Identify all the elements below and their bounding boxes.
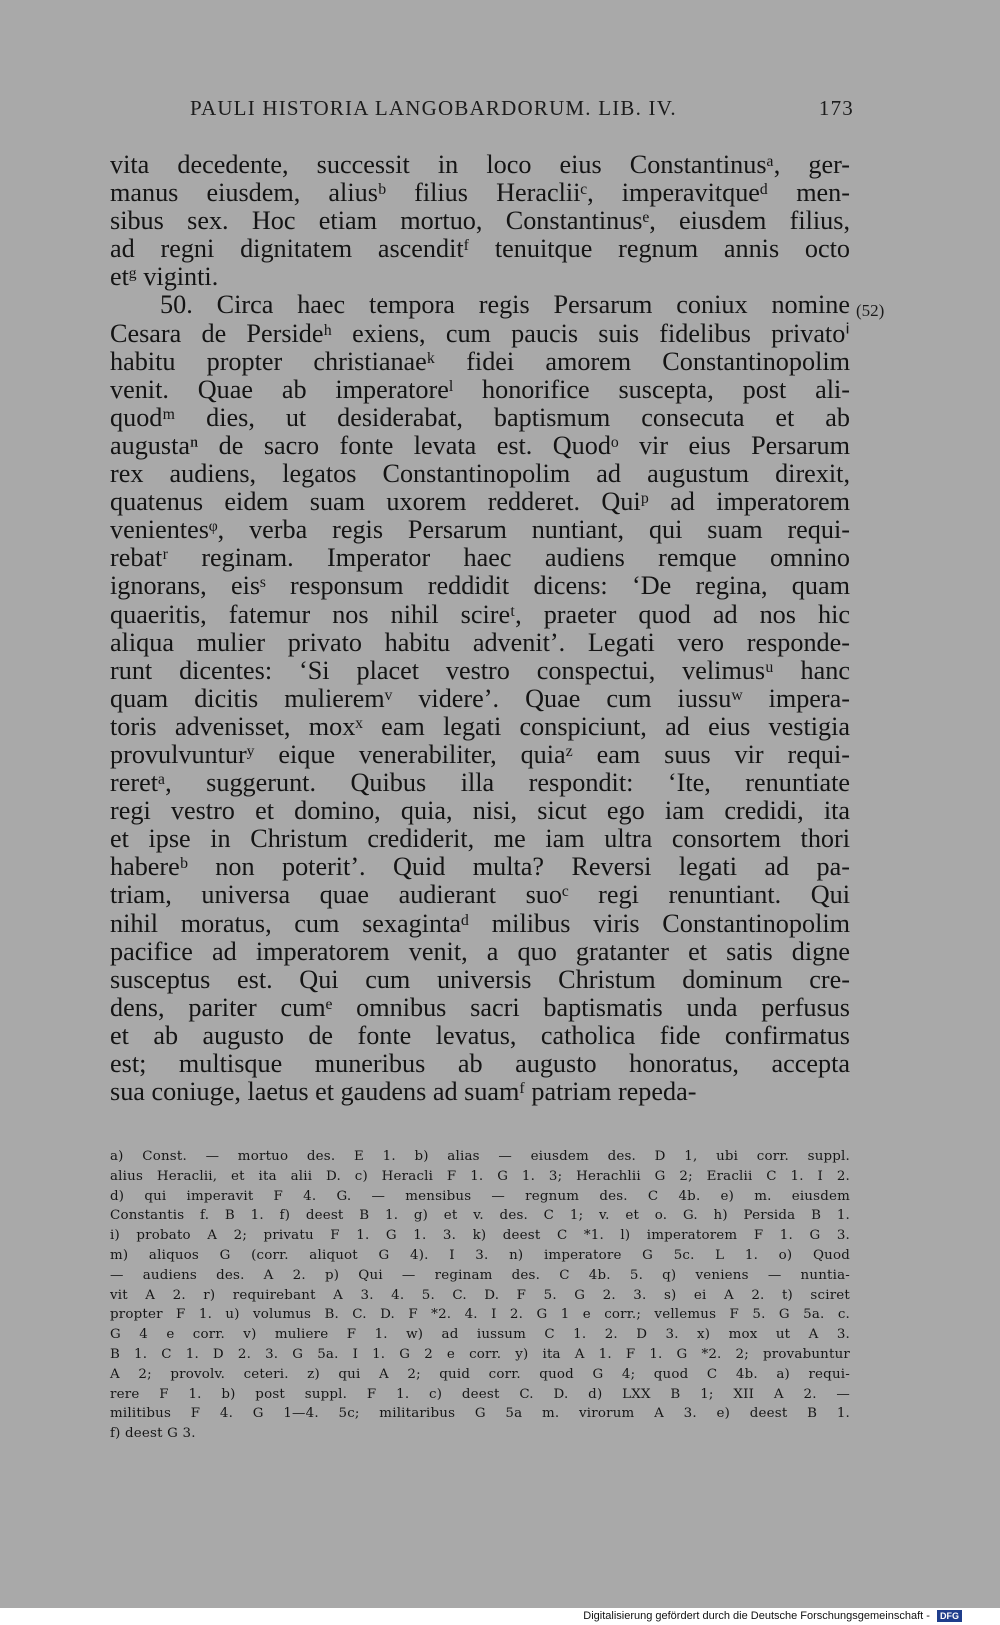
text-line: sua coniuge, laetus et gaudens ad suamᶠ patriam repeda- [110,1077,697,1107]
footnote-line: vit A 2. r) requirebant A 3. 4. 5. C. D. F 5. G 2. 3. s) ei A 2. t) sciret [110,1287,850,1303]
text-line: provulvunturʸ eique venerabiliter, quiaᶻ eam suus vir requi- [110,739,850,769]
text-line: venit. Quae ab imperatoreˡ honorifice suscepta, post ali- [110,374,850,404]
footnote-line: alius Heraclii, et ita alii D. c) Heracli F 1. G 1. 3; Herachlii G 2; Eraclii C 1. I 2. [110,1168,850,1184]
main-text [110,151,850,1106]
text-line: et ipse in Christum crediderit, me iam ultra consortem thori [110,824,850,854]
footnote-line: G 4 e corr. v) muliere F 1. w) ad iussum C 1. 2. D 3. x) mox ut A 3. [110,1327,850,1343]
text-line: habereᵇ non poterit’. Quid multa? Reversi legati ad pa- [110,852,850,882]
text-line: venientesᵠ, verba regis Persarum nuntiant, qui suam requi- [110,515,850,545]
footnote-line: f) deest G 3. [110,1426,196,1442]
text-line: dens, pariter cumᵉ omnibus sacri baptismatis unda perfusus [110,992,850,1022]
running-title: PAULI HISTORIA LANGOBARDORUM. LIB. IV. [190,96,677,120]
text-line: habitu propter christianaeᵏ fidei amorem Constantinopolim [110,346,850,376]
footnote-line: rere F 1. b) post suppl. F 1. c) deest C. D. d) LXX B 1; XII A 2. — [110,1386,850,1402]
page-number: 173 [818,96,854,120]
text-line: est; multisque muneribus ab augusto honoratus, accepta [110,1049,850,1078]
text-line: manus eiusdem, aliusᵇ filius Heracliiᶜ, imperavitqueᵈ men- [110,178,850,208]
footnote-line: m) aliquos G (corr. aliquot G 4). I 3. n) imperatore G 5c. L 1. o) Quod [110,1247,850,1263]
text-line: etᵍ viginti. [110,262,219,292]
footnote-line: A 2; provolv. ceteri. z) qui A 2; quid corr. quod G 4; quod C 4b. a) requi- [110,1366,850,1382]
footnote-line: Constantis f. B 1. f) deest B 1. g) et v. des. C 1; v. et o. G. h) Persida B 1. [110,1208,850,1224]
text-line: runt dicentes: ‘Si placet vestro conspectui, velimusᵘ hanc [110,655,850,685]
text-line: pacifice ad imperatorem venit, a quo gratanter et satis digne [110,936,850,966]
text-line: Cesara de Persideʰ exiens, cum paucis suis fidelibus privatoⁱ [110,318,850,348]
footnote-line: — audiens des. A 2. p) Qui — reginam des. C 4b. 5. q) veniens — nuntia- [110,1267,850,1283]
text-line: nihil moratus, cum sexagintaᵈ milibus viris Constantinopolim [110,908,850,938]
text-line: regi vestro et domino, quia, nisi, sicut ego iam credidi, ita [110,796,850,826]
text-line: quam dicitis mulieremᵛ videre’. Quae cum iussuʷ impera- [110,683,850,713]
text-line: rebatʳ reginam. Imperator haec audiens remque omnino [110,543,850,573]
text-line: quodᵐ dies, ut desiderabat, baptismum consecuta et ab [110,402,850,432]
margin-chapter-number: (52) [856,301,885,320]
text-line: vita decedente, successit in loco eius Constantinusᵃ, ger- [110,150,850,179]
footnote-line: B 1. C 1. D 2. 3. G 5a. I 1. G 2 e corr. y) ita A 1. F 1. G *2. 2; provabuntur [110,1346,850,1362]
credit-text: Digitalisierung gefördert durch die Deutsche Forschungsgemeinschaft - [583,1610,930,1622]
text-line: 50. Circa haec tempora regis Persarum coniux nomine [160,290,850,320]
footnote-line: i) probato A 2; privatu F 1. G 1. 3. k) deest C *1. l) imperatorem F 1. G 3. [110,1228,850,1244]
text-line: augustaⁿ de sacro fonte levata est. Quodᵒ vir eius Persarum [110,430,850,460]
footnote-line: propter F 1. u) volumus B. C. D. F *2. 4. I 2. G 1 e corr.; vellemus F 5. G 5a. c. [110,1307,850,1323]
footnote-line: militibus F 4. G 1—4. 5c; militaribus G 5a m. virorum A 3. e) deest B 1. [110,1406,850,1422]
digitization-credit [583,1610,962,1622]
text-line: sibus sex. Hoc etiam mortuo, Constantinusᵉ, eiusdem filius, [110,206,850,236]
text-line: quatenus eidem suam uxorem redderet. Quiᵖ ad imperatorem [110,487,850,517]
text-line: ignorans, eisˢ responsum reddidit dicens: ‘De regina, quam [110,571,850,601]
text-line: rex audiens, legatos Constantinopolim ad augustum direxit, [110,459,850,489]
footnote-line: d) qui imperavit F 4. G. — mensibus — regnum des. C 4b. e) m. eiusdem [110,1188,850,1204]
text-line: reretᵃ, suggerunt. Quibus illa respondit: ‘Ite, renuntiate [110,768,850,798]
dfg-logo: DFG [937,1610,962,1622]
text-line: et ab augusto de fonte levatus, catholica fide confirmatus [110,1020,850,1050]
text-line: aliqua mulier privato habitu advenit’. Legati vero responde- [110,627,850,657]
footnote-line: a) Const. — mortuo des. E 1. b) alias — eiusdem des. D 1, ubi corr. suppl. [110,1149,850,1164]
text-line: ad regni dignitatem ascenditᶠ tenuitque regnum annis octo [110,234,850,264]
text-line: susceptus est. Qui cum universis Christum dominum cre- [110,964,850,994]
text-line: toris advenisset, moxˣ eam legati conspiciunt, ad eius vestigia [110,711,850,741]
text-line: triam, universa quae audierant suoᶜ regi renuntiant. Qui [110,880,850,910]
text-line: quaeritis, fatemur nos nihil scireᵗ, praeter quod ad nos hic [110,599,850,629]
critical-apparatus [110,1147,850,1444]
